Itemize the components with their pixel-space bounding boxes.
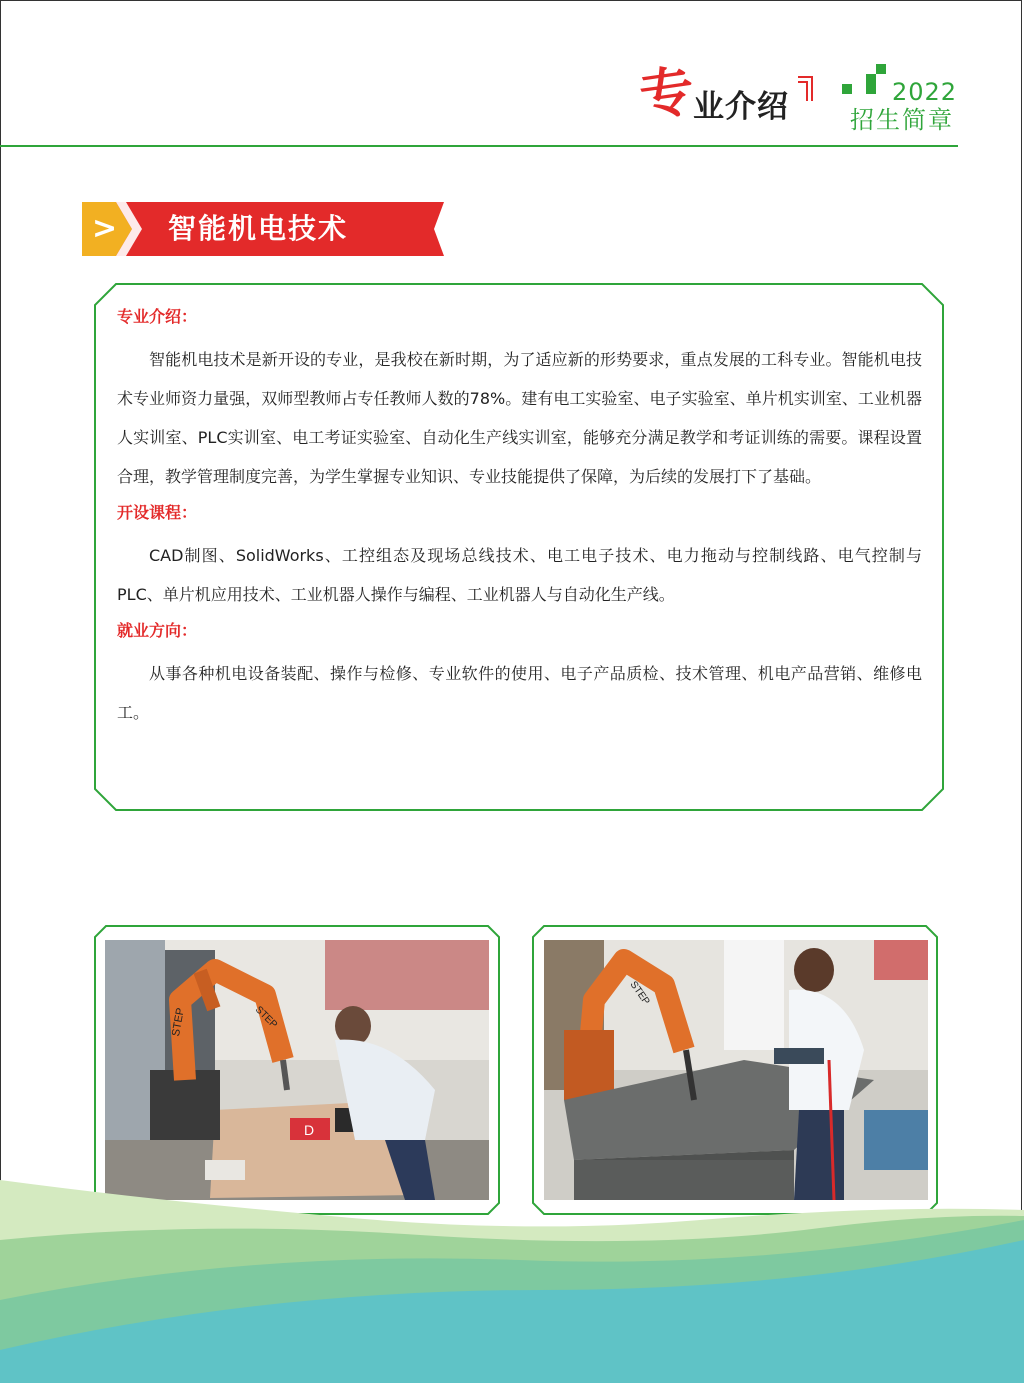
section-text-courses: CAD制图、SolidWorks、工控组态及现场总线技术、电工电子技术、电力拖动与控制线路、电气控制与PLC、单片机应用技术、工业机器人操作与编程、工业机器人与自动化生产线。 [117,546,922,604]
section-text-intro: 智能机电技术是新开设的专业，是我校在新时期，为了适应新的形势要求，重点发展的工科专业。智能机电技术专业师资力量强，双师型教师占专任教师人数的78%。建有电工实验室、电子实验室、单片机实训室、工业机器人实训室、PLC实训室、电工考证实验室、自动化生产线实训室，能够充分满足教学和考证训练的需要。课程设置合理，教学管理制度完善，为学生掌握专业知识、专业技能提供了保障，为后续的发展打下了基础。 [117,350,922,486]
header-divider [0,145,958,147]
logo-square-icon [866,74,876,84]
robot-brand-label-left-2: STEP [252,1004,280,1031]
header-subtitle: 招生简章 [850,106,954,134]
header-year: 2022 [892,78,958,106]
robot-brand-label-right: STEP [627,979,652,1008]
section-label-employment: 就业方向： [117,621,198,640]
banner-title: 智能机电技术 [168,212,349,245]
header-badge-char: 专 [635,57,699,129]
section-label-intro: 专业介绍： [117,307,198,326]
logo-square-icon [842,84,852,94]
header-title: 业介绍 [693,89,789,125]
photo-robot-workstation [105,940,489,1200]
logo-square-icon [866,84,876,94]
section-label-courses: 开设课程： [117,503,198,522]
decorative-waves [0,1180,1024,1383]
content-body [117,302,922,730]
banner-arrow-icon: > [92,211,118,246]
box-label: D [304,1122,315,1138]
robot-brand-label-left: STEP [170,1006,187,1038]
header-bracket-icon [796,75,814,103]
photo-robot-table [544,940,928,1200]
logo-square-icon [876,64,886,74]
section-text-employment: 从事各种机电设备装配、操作与检修、专业软件的使用、电子产品质检、技术管理、机电产品营销、维修电工。 [117,664,922,722]
